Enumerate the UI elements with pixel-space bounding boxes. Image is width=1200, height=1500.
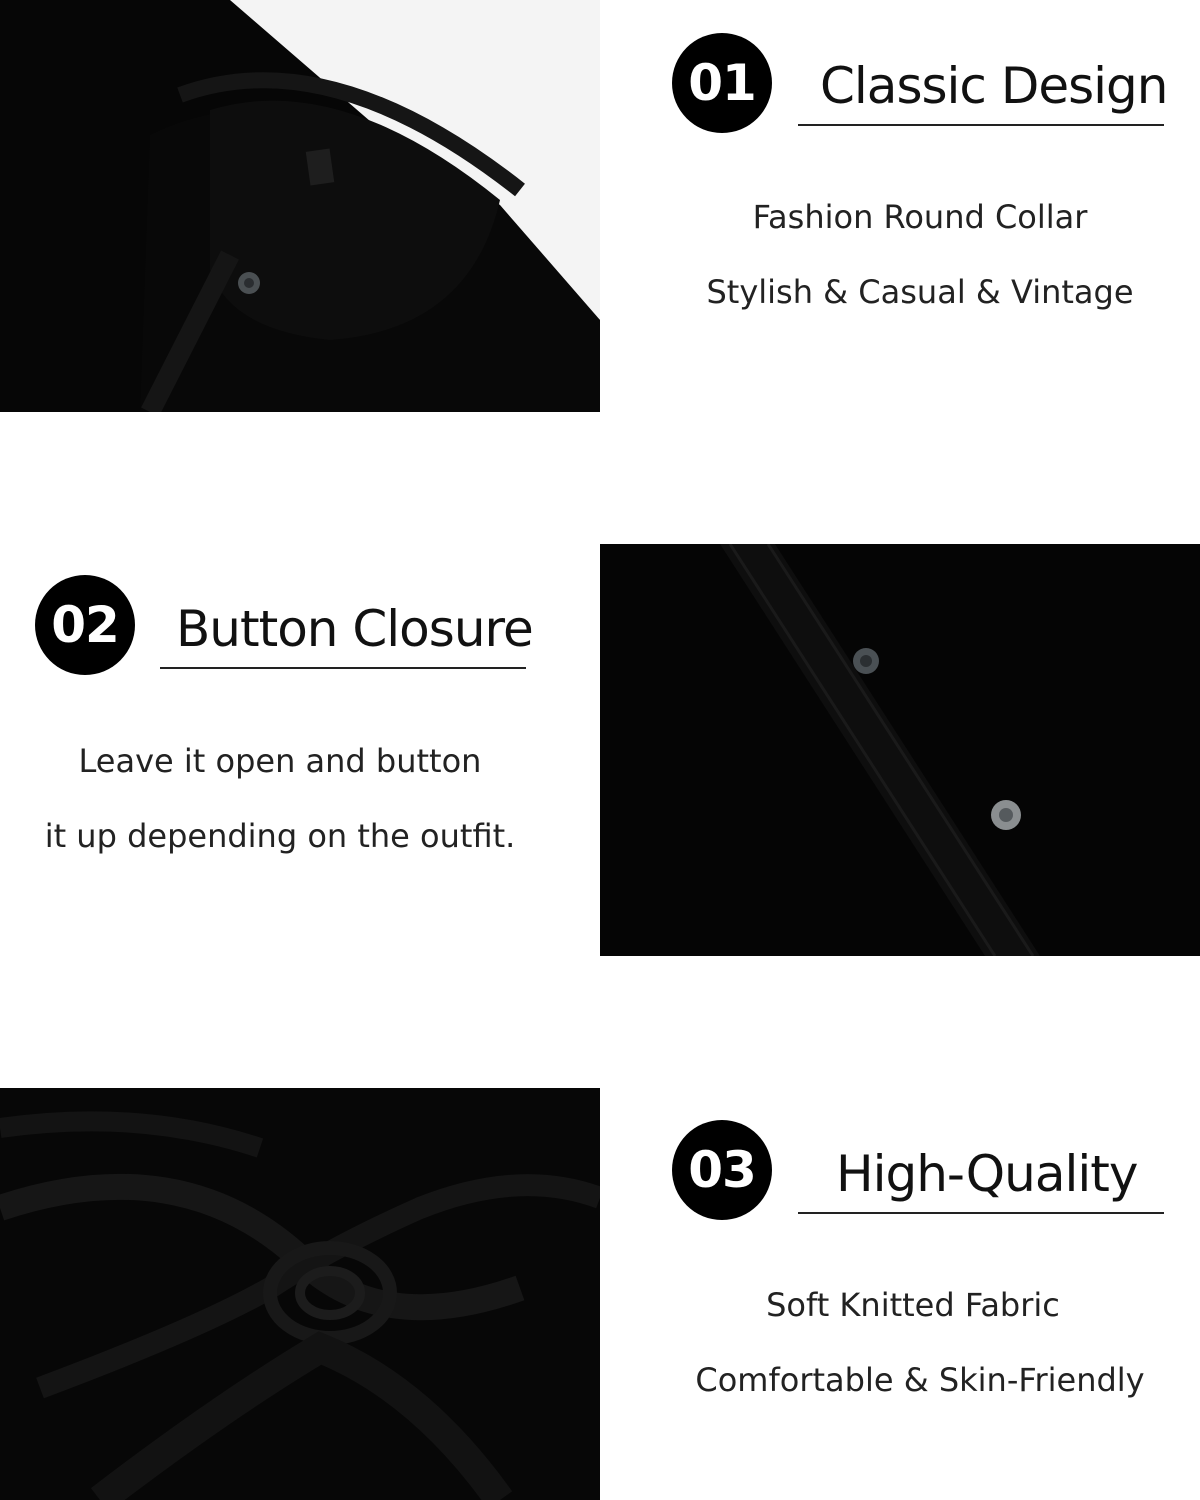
fabric-swirl-photo (0, 1088, 600, 1500)
feature-2-line-2: it up depending on the outfit. (44, 817, 516, 855)
feature-2-line-1: Leave it open and button (78, 742, 482, 780)
collar-photo (0, 0, 600, 412)
feature-3-line-2: Comfortable & Skin-Friendly (695, 1361, 1145, 1399)
feature-1-line-2: Stylish & Casual & Vintage (706, 273, 1134, 311)
feature-1-number-badge: 01 (672, 33, 772, 133)
feature-2-title-underline (160, 667, 526, 669)
feature-3-line-1: Soft Knitted Fabric (766, 1286, 1060, 1324)
button-placket-photo (600, 544, 1200, 956)
feature-1-title-underline (798, 124, 1164, 126)
feature-2-title: Button Closure (176, 600, 533, 658)
feature-1-title: Classic Design (820, 57, 1168, 115)
feature-2-number-badge: 02 (35, 575, 135, 675)
feature-1-line-1: Fashion Round Collar (752, 198, 1088, 236)
feature-3-title: High-Quality (836, 1145, 1138, 1203)
feature-3-number-badge: 03 (672, 1120, 772, 1220)
feature-3-title-underline (798, 1212, 1164, 1214)
